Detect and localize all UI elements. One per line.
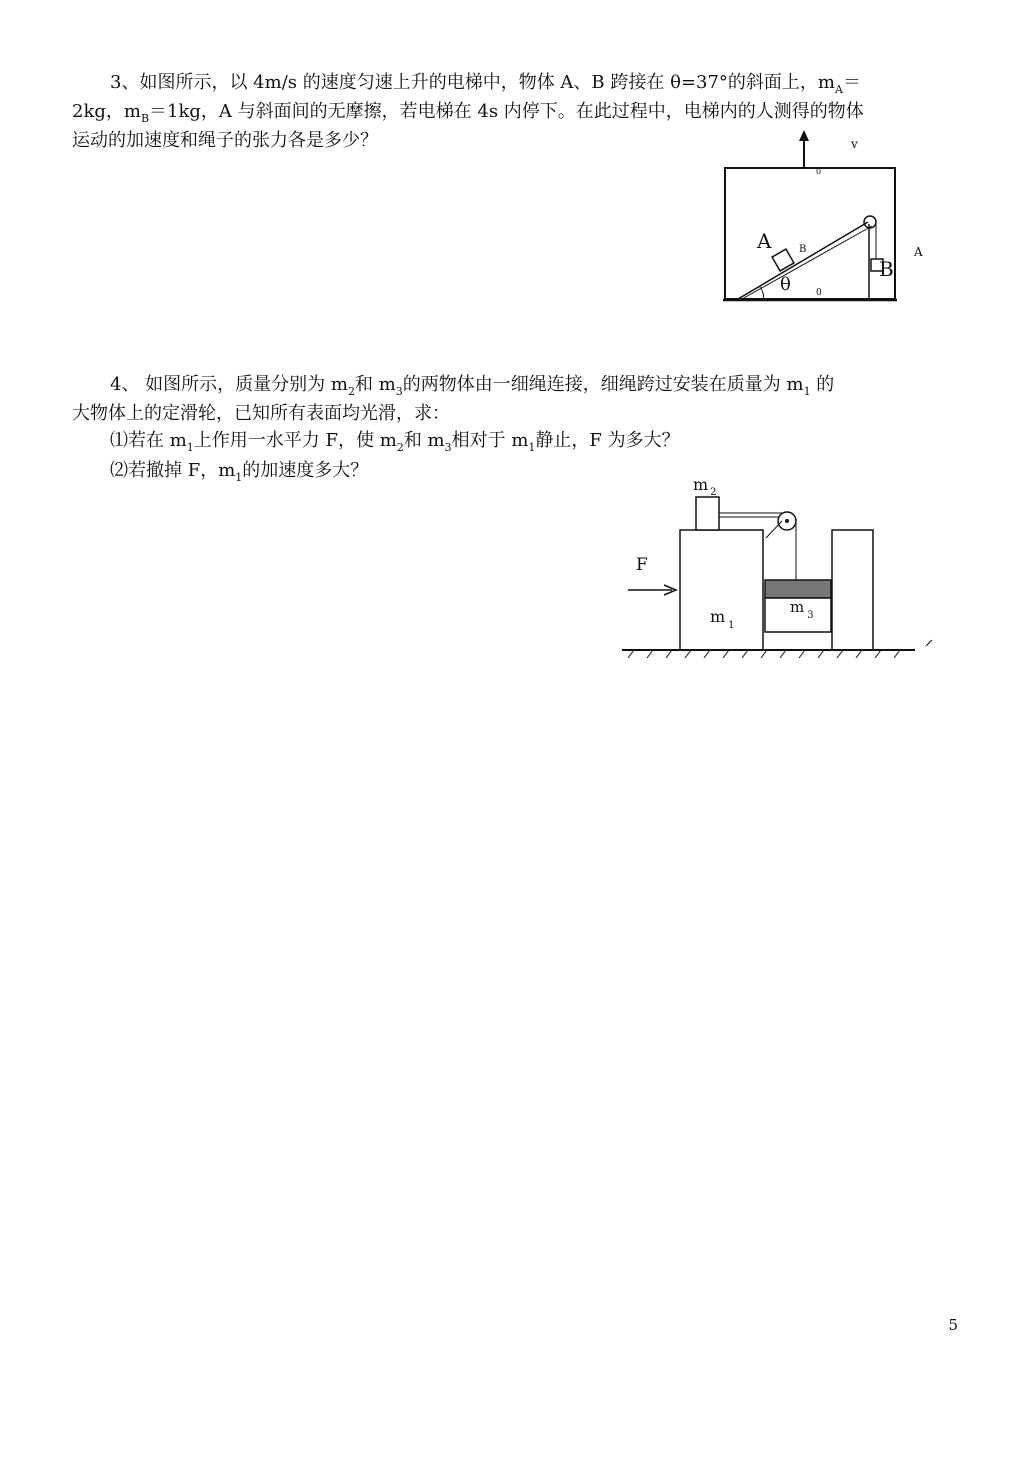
block-m2 [696, 497, 719, 530]
b-label: B [879, 257, 894, 281]
m1-label: m $_1$ [710, 607, 735, 631]
q4-text: 上作用一水平力 F，使 m [193, 430, 397, 451]
page-number: 5 [948, 1316, 958, 1334]
ground-hatch-mark [818, 650, 824, 658]
q4-text: 静止，F 为多大？ [535, 430, 680, 451]
q4-text: 的 [810, 374, 835, 395]
pulley-axle-icon [785, 519, 789, 523]
q4-text: 4、 如图所示，质量分别为 m [110, 374, 348, 395]
q4-text: 和 m [403, 430, 445, 451]
q3-text: ＝ [842, 72, 861, 93]
ground-hatch-mark [685, 650, 691, 658]
q4-text: 的加速度多大？ [242, 460, 369, 481]
ground-hatch-mark [666, 650, 672, 658]
f-label: F [636, 555, 648, 575]
ground-hatching [628, 650, 900, 658]
ground-hatch-mark [742, 650, 748, 658]
a-small-right-label: A [914, 245, 923, 259]
b-small-label: B [799, 244, 807, 255]
ground-hatch-end [926, 640, 932, 646]
q4-text: 和 m [354, 374, 396, 395]
subscript-2: 2 [396, 441, 404, 454]
q3-text: 运动的加速度和绳子的张力各是多少？ [72, 130, 378, 151]
subscript-1: 1 [803, 385, 811, 398]
q4-text: 相对于 m [451, 430, 529, 451]
ground-hatch-mark [628, 650, 634, 658]
q4-text: 大物体上的定滑轮，已知所有表面均光滑，求： [72, 403, 450, 424]
pulley-bracket [766, 521, 782, 538]
q3-text: 2kg，m [72, 101, 141, 122]
subscript-2: 2 [347, 385, 355, 398]
ground-hatch-mark [856, 650, 862, 658]
subscript-1: 1 [235, 471, 243, 484]
ground-hatch-mark [837, 650, 843, 658]
ground-hatch-mark [723, 650, 729, 658]
q4-text: ⑴若在 m [110, 430, 187, 451]
q4-text: ⑵若撤掉 F，m [110, 460, 236, 481]
m2-label: m $_2$ [693, 475, 717, 498]
ground-hatch-mark [780, 650, 786, 658]
q3-text: 3、如图所示，以 4m/s 的速度匀速上升的电梯中，物体 A、B 跨接在 θ=37°的斜面上，m [110, 72, 835, 93]
q3-text: ＝1kg，A 与斜面间的无摩擦，若电梯在 4s 内停下。在此过程中，电梯内的人测得的物体 [149, 101, 864, 122]
block-m3-top [765, 580, 831, 598]
subscript-1: 1 [528, 441, 536, 454]
ground-hatch-mark [647, 650, 653, 658]
q4-text: 的两物体由一细绳连接，细绳跨过安装在质量为 m [402, 374, 804, 395]
theta-label: θ [780, 274, 791, 295]
m3-label: m $_3$ [790, 598, 814, 621]
subscript-3: 3 [395, 385, 403, 398]
subscript-3: 3 [444, 441, 452, 454]
ground-hatch-mark [894, 650, 900, 658]
o-label-bottom: 0 [816, 288, 822, 298]
subscript-a: A [835, 83, 843, 96]
ground-hatch-mark [875, 650, 881, 658]
o-label-top: 0 [816, 167, 822, 176]
ground-hatch-mark [761, 650, 767, 658]
a-label: A [757, 229, 772, 253]
subscript-b: B [140, 112, 150, 125]
ground-hatch-mark [799, 650, 805, 658]
ground-hatch-mark [704, 650, 710, 658]
v-label: v [851, 137, 858, 151]
subscript-1: 1 [186, 441, 194, 454]
